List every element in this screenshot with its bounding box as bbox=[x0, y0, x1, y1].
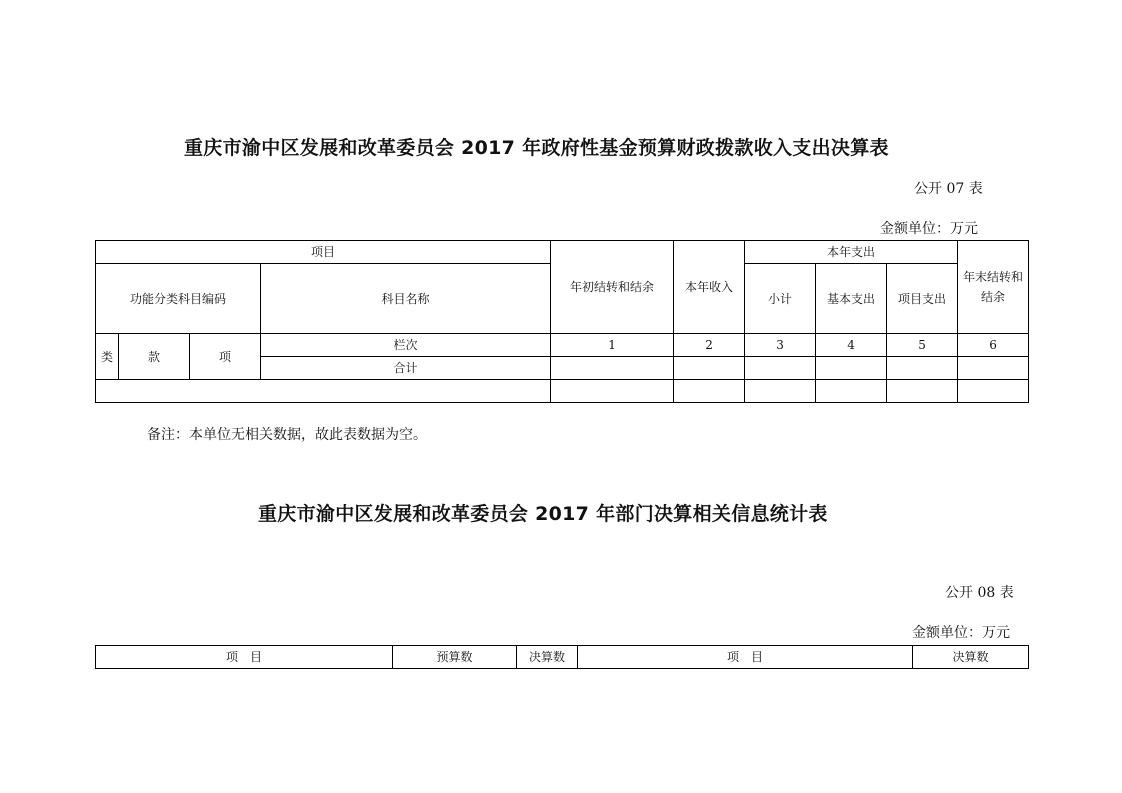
column-number: 5 bbox=[887, 334, 958, 357]
header-kuan: 款 bbox=[119, 334, 190, 380]
table1-note: 备注：本单位无相关数据，故此表数据为空。 bbox=[147, 427, 427, 443]
header-income: 本年收入 bbox=[674, 241, 745, 334]
column-number: 2 bbox=[674, 334, 745, 357]
table1-grid bbox=[95, 240, 1029, 403]
table1-title: 重庆市渝中区发展和改革委员会 2017 年政府性基金预算财政拨款收入支出决算表 bbox=[184, 137, 889, 159]
table2-grid bbox=[95, 645, 1029, 669]
table-cell bbox=[887, 380, 958, 403]
table-cell bbox=[551, 357, 674, 380]
column-number: 1 bbox=[551, 334, 674, 357]
table-cell bbox=[745, 380, 816, 403]
table-cell bbox=[816, 357, 887, 380]
table-cell bbox=[551, 380, 674, 403]
header-item: 项目 bbox=[96, 241, 551, 264]
column-number: 6 bbox=[958, 334, 1029, 357]
header-xiang: 项 bbox=[190, 334, 261, 380]
header-lei: 类 bbox=[96, 334, 119, 380]
column-row-label: 栏次 bbox=[261, 334, 551, 357]
header-function-code: 功能分类科目编码 bbox=[96, 264, 261, 334]
table1-code: 公开 07 表 bbox=[914, 181, 983, 197]
header-expenditure: 本年支出 bbox=[745, 241, 958, 264]
header-item-right: 项 目 bbox=[578, 646, 913, 669]
table-cell bbox=[958, 357, 1029, 380]
column-number: 3 bbox=[745, 334, 816, 357]
header-basic: 基本支出 bbox=[816, 264, 887, 334]
header-opening-balance: 年初结转和结余 bbox=[551, 241, 674, 334]
header-subject-name: 科目名称 bbox=[261, 264, 551, 334]
table-cell bbox=[816, 380, 887, 403]
total-label: 合计 bbox=[261, 357, 551, 380]
table-cell bbox=[887, 357, 958, 380]
header-final-left: 决算数 bbox=[517, 646, 578, 669]
table2-code: 公开 08 表 bbox=[945, 585, 1014, 601]
header-project: 项目支出 bbox=[887, 264, 958, 334]
table2-unit: 金额单位：万元 bbox=[912, 625, 1010, 641]
table2-title: 重庆市渝中区发展和改革委员会 2017 年部门决算相关信息统计表 bbox=[258, 503, 828, 525]
header-budget: 预算数 bbox=[393, 646, 517, 669]
header-closing-balance: 年末结转和结余 bbox=[958, 241, 1029, 334]
header-item-left: 项 目 bbox=[96, 646, 393, 669]
table1-unit: 金额单位：万元 bbox=[880, 221, 978, 237]
table-cell bbox=[745, 357, 816, 380]
column-number: 4 bbox=[816, 334, 887, 357]
header-subtotal: 小计 bbox=[745, 264, 816, 334]
header-final-right: 决算数 bbox=[913, 646, 1029, 669]
table-cell bbox=[96, 380, 551, 403]
table-cell bbox=[674, 357, 745, 380]
table-cell bbox=[674, 380, 745, 403]
table-cell bbox=[958, 380, 1029, 403]
